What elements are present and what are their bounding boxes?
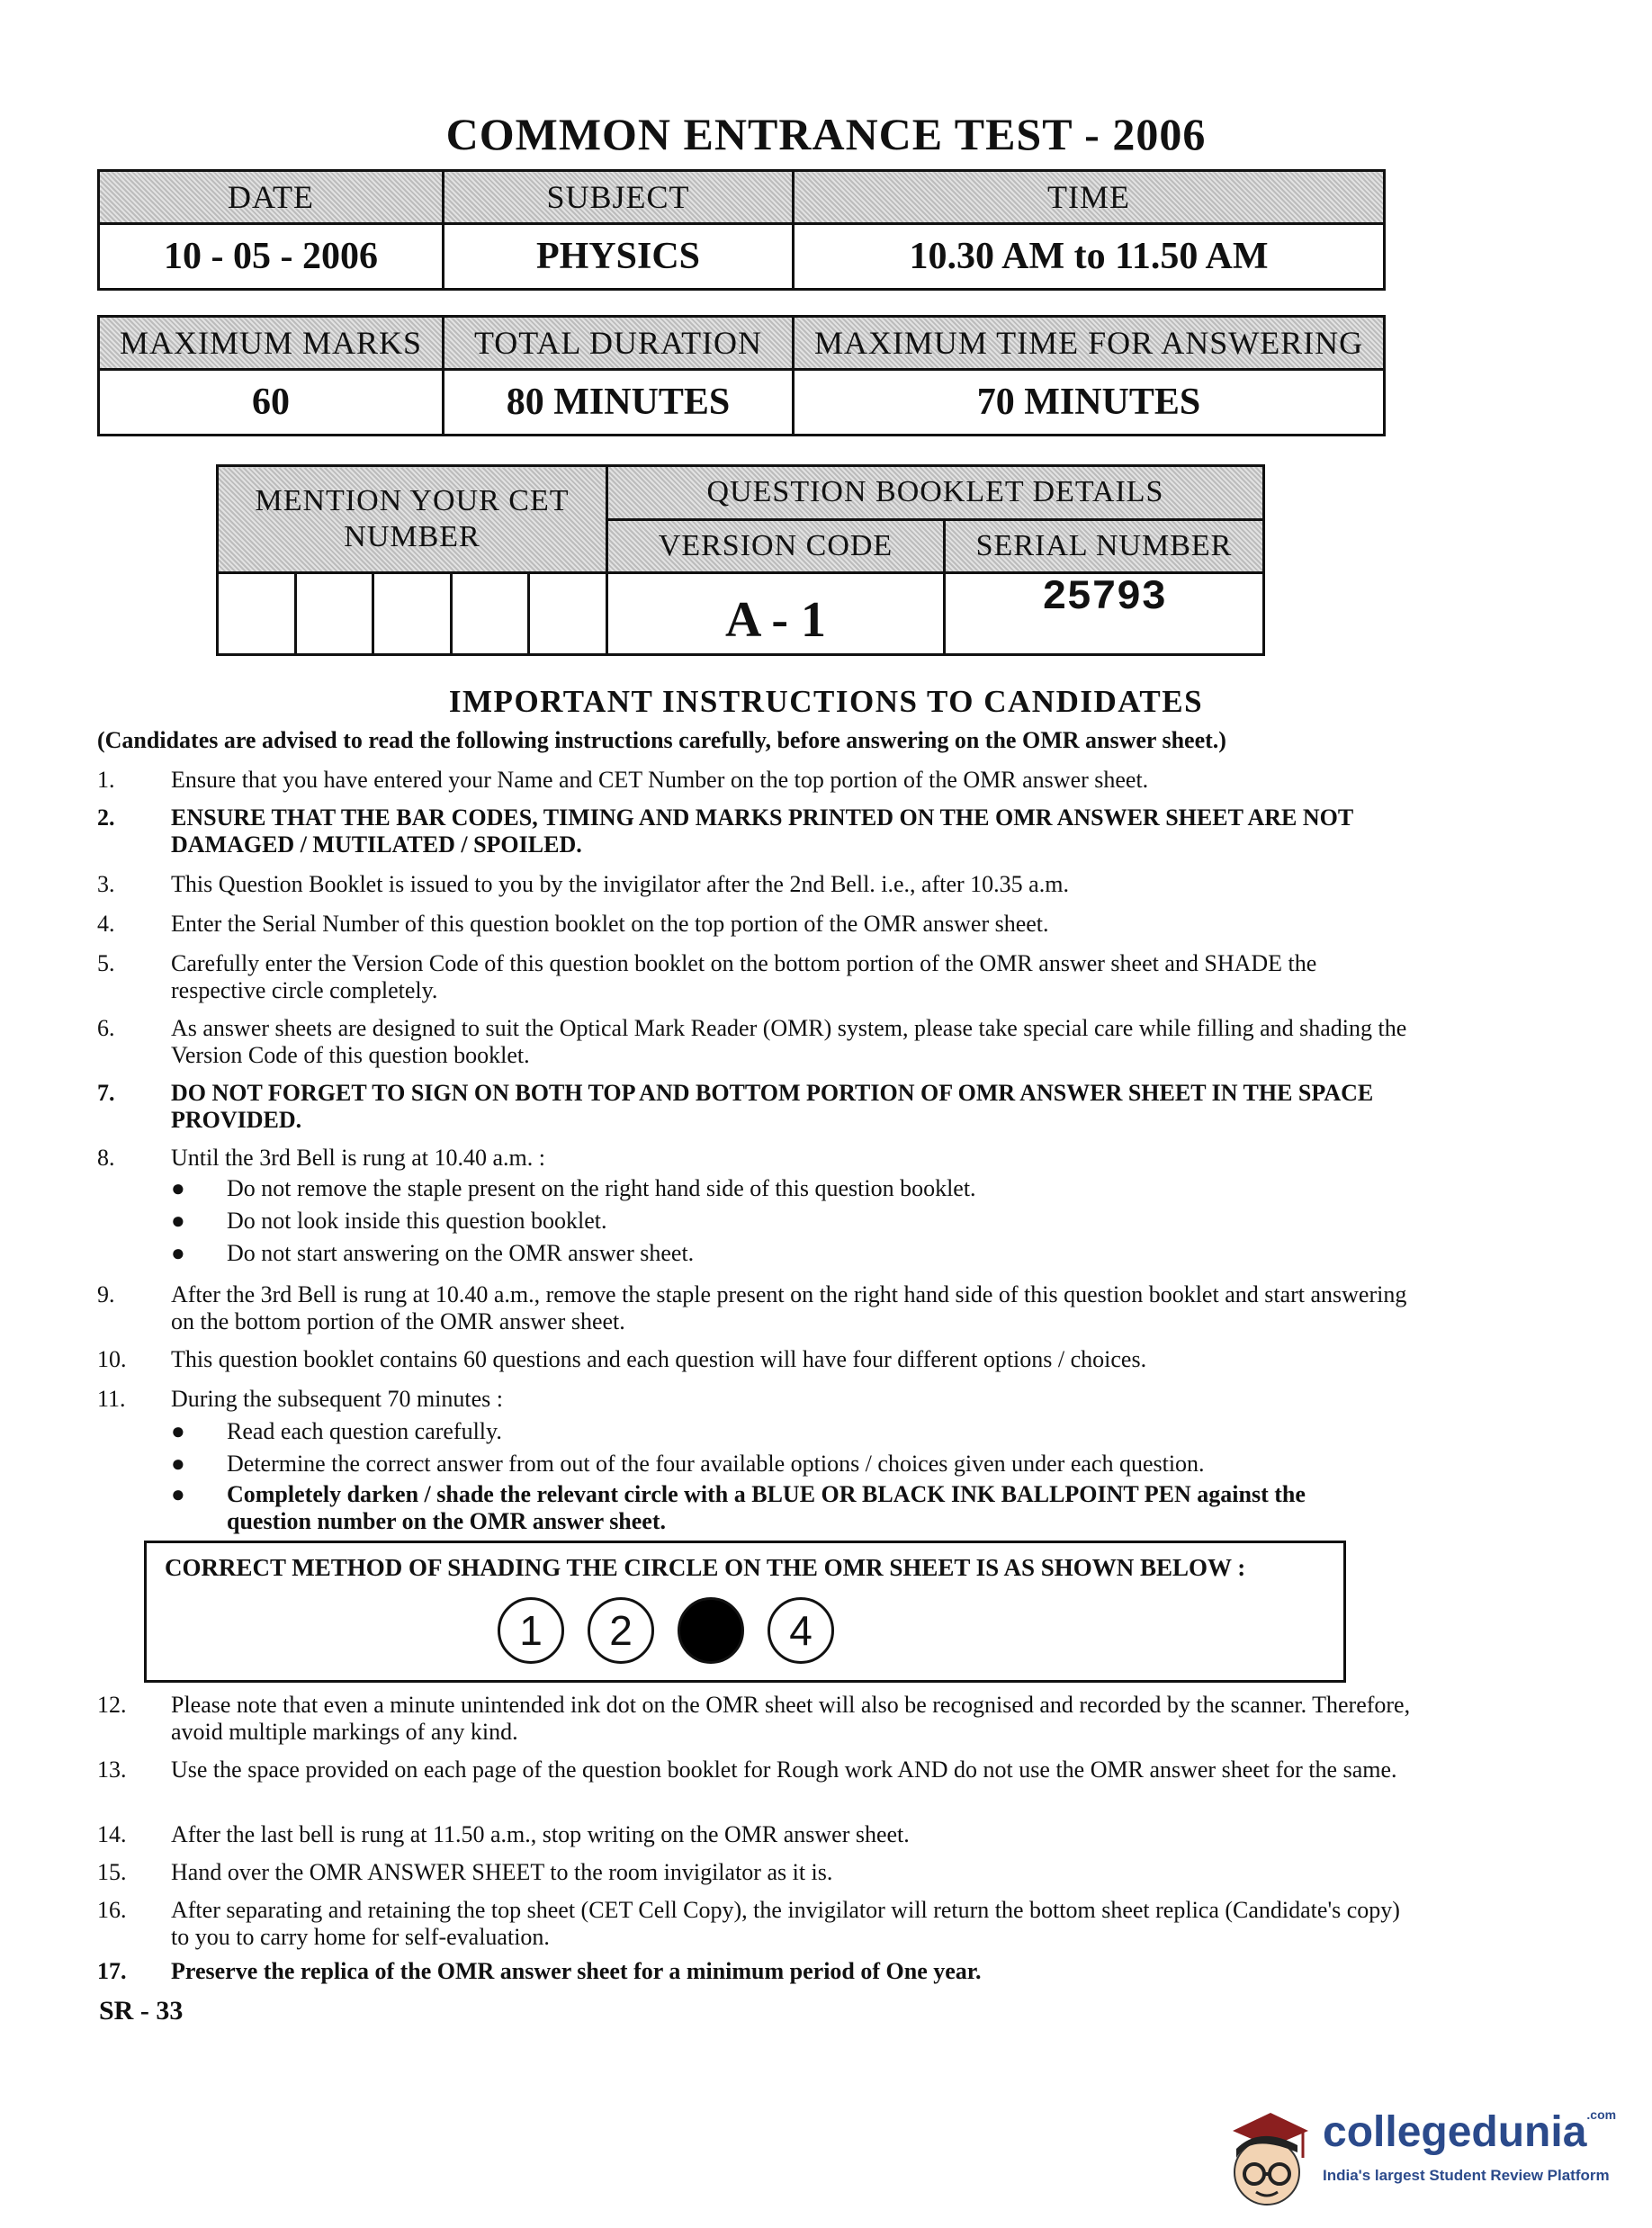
omr-circle-4: 4 — [768, 1597, 834, 1664]
version-code-value: A - 1 — [607, 573, 945, 655]
list-item: 2. ENSURE THAT THE BAR CODES, TIMING AND MARKS PRINTED ON THE OMR ANSWER SHEET ARE NOT DAMAGED / MUTILATED / SPOILED. — [97, 804, 1353, 858]
omr-circle-1: 1 — [498, 1597, 564, 1664]
list-item: 8. Until the 3rd Bell is rung at 10.40 a.m. : — [97, 1145, 545, 1171]
mascot-icon — [1215, 2106, 1314, 2214]
answering-time-value: 70 MINUTES — [794, 370, 1385, 436]
page-title: COMMON ENTRANCE TEST - 2006 — [445, 109, 1207, 159]
list-item: 14. After the last bell is rung at 11.50 a.m., stop writing on the OMR answer sheet. — [97, 1821, 910, 1847]
cet-digit-box[interactable] — [373, 573, 452, 655]
exam-info-table — [97, 169, 1386, 291]
bullet-item: ● Determine the correct answer from out of the four available options / choices given under each question. — [171, 1451, 1205, 1477]
logo-suffix: .com — [1586, 2107, 1617, 2122]
list-item: 15. Hand over the OMR ANSWER SHEET to the room invigilator as it is. — [97, 1859, 833, 1885]
list-item: 6. As answer sheets are designed to suit the Optical Mark Reader (OMR) system, please take special care while filling and shading the Version Code of this question booklet. — [97, 1015, 1407, 1068]
date-header: DATE — [99, 171, 444, 224]
date-value: 10 - 05 - 2006 — [99, 224, 444, 290]
omr-circle-2: 2 — [588, 1597, 654, 1664]
version-code-header: VERSION CODE — [607, 519, 945, 573]
cet-digit-box[interactable] — [529, 573, 607, 655]
instructions-advice: (Candidates are advised to read the following instructions carefully, before answering on the OMR answer sheet.) — [97, 727, 1226, 753]
list-item: 13. Use the space provided on each page of the question booklet for Rough work AND do not use the OMR answer sheet for the same. — [97, 1756, 1397, 1783]
list-item: 17. Preserve the replica of the OMR answer sheet for a minimum period of One year. — [97, 1958, 982, 1984]
omr-circle-filled — [678, 1597, 744, 1664]
list-item: 4. Enter the Serial Number of this question booklet on the top portion of the OMR answer sheet. — [97, 911, 1049, 937]
bullet-item: ● Do not remove the staple present on the right hand side of this question booklet. — [171, 1175, 976, 1201]
booklet-details-header: QUESTION BOOKLET DETAILS — [607, 466, 1264, 520]
logo-tagline: India's largest Student Review Platform — [1323, 2167, 1610, 2184]
answering-time-header: MAXIMUM TIME FOR ANSWERING — [794, 317, 1385, 370]
bullet-item: ● Completely darken / shade the relevant circle with a BLUE OR BLACK INK BALLPOINT PEN against the question number on the OMR answer sheet. — [171, 1481, 1306, 1534]
booklet-details-table — [216, 464, 1265, 656]
serial-number-header: SERIAL NUMBER — [945, 519, 1264, 573]
list-item: 10. This question booklet contains 60 questions and each question will have four different options / choices. — [97, 1346, 1147, 1372]
serial-number-value: 25793 — [945, 573, 1264, 655]
subject-value: PHYSICS — [444, 224, 794, 290]
list-item: 7. DO NOT FORGET TO SIGN ON BOTH TOP AND BOTTOM PORTION OF OMR ANSWER SHEET IN THE SPACE PROVIDED. — [97, 1080, 1374, 1133]
bullet-item: ● Read each question carefully. — [171, 1418, 502, 1444]
cet-digit-box[interactable] — [451, 573, 529, 655]
max-marks-header: MAXIMUM MARKS — [99, 317, 444, 370]
list-item: 9. After the 3rd Bell is rung at 10.40 a.m., remove the staple present on the right hand side of this question booklet and start answering on the bottom portion of the OMR answer sheet. — [97, 1281, 1407, 1334]
bullet-item: ● Do not start answering on the OMR answer sheet. — [171, 1240, 695, 1266]
cet-digit-box[interactable] — [295, 573, 373, 655]
marks-table — [97, 315, 1386, 436]
time-value: 10.30 AM to 11.50 AM — [794, 224, 1385, 290]
omr-shading-example — [144, 1541, 1346, 1683]
cet-digit-box[interactable] — [218, 573, 296, 655]
list-item: 11. During the subsequent 70 minutes : — [97, 1386, 504, 1412]
collegedunia-logo[interactable] — [1215, 2106, 1617, 2214]
omr-example-title: CORRECT METHOD OF SHADING THE CIRCLE ON THE OMR SHEET IS AS SHOWN BELOW : — [165, 1554, 1246, 1581]
subject-header: SUBJECT — [444, 171, 794, 224]
list-item: 1. Ensure that you have entered your Name and CET Number on the top portion of the OMR answer sheet. — [97, 767, 1149, 793]
duration-header: TOTAL DURATION — [444, 317, 794, 370]
list-item: 12. Please note that even a minute unintended ink dot on the OMR sheet will also be recognised and recorded by the scanner. Therefore, avoid multiple markings of any kind. — [97, 1692, 1411, 1745]
list-item: 16. After separating and retaining the top sheet (CET Cell Copy), the invigilator will return the bottom sheet replica (Candidate's copy) to you to carry home for self-evaluation. — [97, 1897, 1400, 1950]
instructions-title: IMPORTANT INSTRUCTIONS TO CANDIDATES — [448, 684, 1204, 719]
duration-value: 80 MINUTES — [444, 370, 794, 436]
logo-name: collegedunia — [1323, 2108, 1587, 2156]
mention-cet-number: MENTION YOUR CET NUMBER — [218, 466, 607, 573]
bullet-item: ● Do not look inside this question booklet. — [171, 1208, 607, 1234]
list-item: 5. Carefully enter the Version Code of this question booklet on the bottom portion of the OMR answer sheet and SHADE the respective circle completely. — [97, 950, 1317, 1003]
time-header: TIME — [794, 171, 1385, 224]
max-marks-value: 60 — [99, 370, 444, 436]
list-item: 3. This Question Booklet is issued to you by the invigilator after the 2nd Bell. i.e., after 10.35 a.m. — [97, 871, 1069, 897]
footer-code: SR - 33 — [99, 1996, 184, 2026]
